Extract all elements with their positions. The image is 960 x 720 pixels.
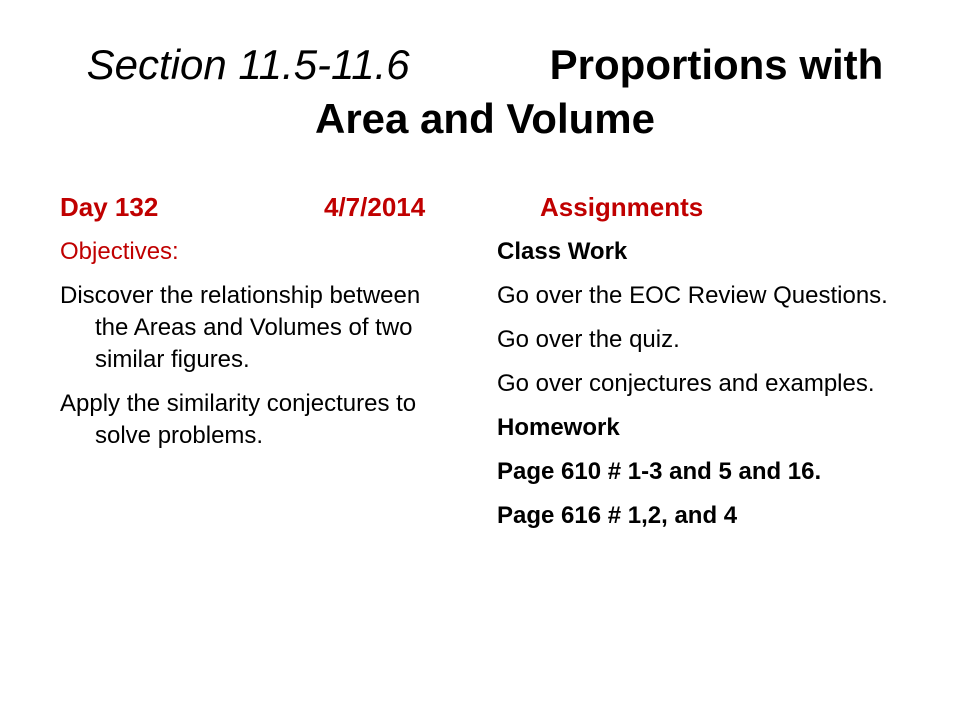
section-label: Section 11.5-11.6: [86, 41, 410, 88]
left-column: [60, 190, 460, 452]
classwork-item: Go over the quiz.: [497, 326, 680, 353]
classwork-item: Go over conjectures and examples.: [497, 370, 875, 397]
classwork-item: Go over the EOC Review Questions.: [497, 282, 888, 309]
objective-item: Apply the similarity conjectures to solve problems.: [60, 390, 417, 449]
homework-item: Page 610 # 1-3 and 5 and 16.: [497, 458, 822, 485]
date-label: 4/7/2014: [324, 192, 426, 222]
assignments-heading: Assignments: [540, 192, 704, 222]
slide-title: [60, 38, 910, 146]
day-label: Day 132: [60, 192, 159, 222]
classwork-heading: Class Work: [497, 238, 628, 265]
objective-item: Discover the relationship between the Areas and Volumes of two similar figures.: [60, 282, 421, 373]
right-column: [497, 190, 917, 532]
topic-title: Proportions with Area and Volume: [315, 41, 884, 142]
day-row: [60, 190, 460, 224]
homework-heading: Homework: [497, 414, 620, 441]
homework-item: Page 616 # 1,2, and 4: [497, 502, 738, 529]
objectives-heading: Objectives:: [60, 238, 179, 265]
